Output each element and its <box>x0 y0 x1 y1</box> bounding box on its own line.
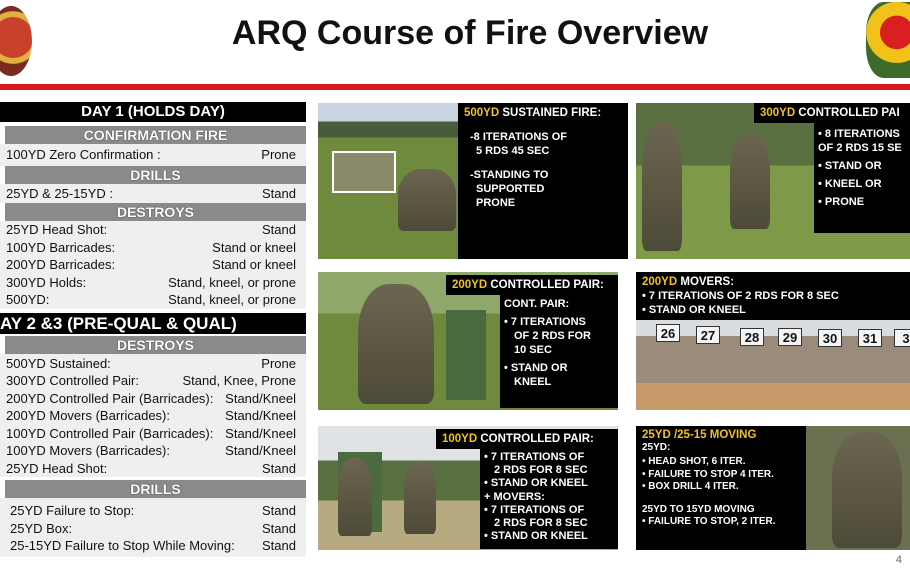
callout-200yd-movers: 200YD MOVERS: • 7 ITERATIONS OF 2 RDS FOR 8 SEC • STAND OR KNEEL <box>636 272 910 320</box>
inset-photo <box>332 151 396 193</box>
day23-drills-header: DRILLS <box>5 480 306 498</box>
list-item: 100YD Controlled Pair (Barricades): Stand/Kneel <box>0 425 306 443</box>
callout-25yd: 25YD /25-15 MOVING 25YD: • HEAD SHOT, 6 ITER. • FAILURE TO STOP 4 ITER. • BOX DRILL 4 ITER. 25YD TO 15YD MOVING • FAILURE TO STOP, 2 ITER. <box>636 426 806 550</box>
title-divider <box>0 84 910 90</box>
list-item: 25YD Head Shot: Stand <box>0 460 306 478</box>
battalion-logo <box>866 2 910 78</box>
list-item: 300YD Holds: Stand, kneel, or prone <box>0 274 306 292</box>
tile-200yd-controlled-pair <box>318 272 618 410</box>
slide-title: ARQ Course of Fire Overview <box>231 14 709 52</box>
callout-100yd: 100YD CONTROLLED PAIR: • 7 ITERATIONS OF 2 RDS FOR 8 SEC • STAND OR KNEEL + MOVERS: • 7 ITERATIONS OF 2 RDS FOR 8 SEC • STAND OR KNEEL <box>430 426 618 550</box>
target-number: 28 <box>740 328 764 346</box>
callout-200yd-controlled-pair: 200YD CONTROLLED PAIR: CONT. PAIR: • 7 ITERATIONS OF 2 RDS FOR 10 SEC • STAND OR KNEEL <box>440 272 618 410</box>
list-item: 100YD Zero Confirmation : Prone <box>0 146 306 164</box>
target-number: 31 <box>858 329 882 347</box>
list-item: 200YD Barricades: Stand or kneel <box>0 256 306 274</box>
tile-300yd <box>636 103 910 259</box>
list-item: 25-15YD Failure to Stop While Moving: Stand <box>4 537 306 555</box>
list-item: 25YD & 25-15YD : Stand <box>0 185 306 203</box>
list-item: 25YD Failure to Stop: Stand <box>4 502 306 520</box>
target-number: 30 <box>818 329 842 347</box>
list-item: 200YD Movers (Barricades): Stand/Kneel <box>0 407 306 425</box>
day1-header: DAY 1 (HOLDS DAY) <box>0 102 306 122</box>
tile-100yd <box>318 426 618 550</box>
soldier-figure <box>642 121 682 251</box>
target-number: 3 <box>894 329 910 347</box>
callout-500yd: 500YD SUSTAINED FIRE: -8 ITERATIONS OF 5 RDS 45 SEC -STANDING TO SUPPORTED PRONE <box>458 103 628 259</box>
day1-destroys-list <box>0 221 306 309</box>
list-item: 100YD Movers (Barricades): Stand/Kneel <box>0 442 306 460</box>
day23-destroys-header: DESTROYS <box>5 336 306 354</box>
page-number: 4 <box>895 554 902 566</box>
day1-drills-header: DRILLS <box>5 166 306 184</box>
day23-header: AY 2 &3 (PRE-QUAL & QUAL) <box>0 313 306 334</box>
list-item: 25YD Box: Stand <box>4 520 306 538</box>
schedule-panel <box>0 102 306 557</box>
soldier-figure <box>338 458 372 536</box>
soldier-figure <box>398 169 456 231</box>
day23-drills-list <box>0 498 306 557</box>
target-number: 29 <box>778 328 802 346</box>
soldier-figure <box>358 284 434 404</box>
tile-500yd <box>318 103 628 259</box>
day1-drills-list <box>0 184 306 204</box>
tile-25yd <box>636 426 910 550</box>
list-item: 500YD Sustained: Prone <box>0 355 306 373</box>
list-item: 100YD Barricades: Stand or kneel <box>0 239 306 257</box>
day1-destroys-header: DESTROYS <box>5 203 306 221</box>
callout-300yd: 300YD CONTROLLED PAI • 8 ITERATIONS OF 2 RDS 15 SE • STAND OR • KNEEL OR • PRONE <box>748 103 910 259</box>
target-number: 26 <box>656 324 680 342</box>
tile-200yd-movers <box>636 272 910 410</box>
soldier-figure <box>832 432 902 548</box>
list-item: 200YD Controlled Pair (Barricades): Stand/Kneel <box>0 390 306 408</box>
list-item: 300YD Controlled Pair: Stand, Knee, Prone <box>0 372 306 390</box>
target-number: 27 <box>696 326 720 344</box>
confirmation-fire-header: CONFIRMATION FIRE <box>5 126 306 144</box>
list-item: 500YD: Stand, kneel, or prone <box>0 291 306 309</box>
day23-destroys-list <box>0 354 306 478</box>
confirmation-list <box>0 144 306 166</box>
list-item: 25YD Head Shot: Stand <box>0 221 306 239</box>
marine-corps-seal-logo <box>0 6 32 76</box>
